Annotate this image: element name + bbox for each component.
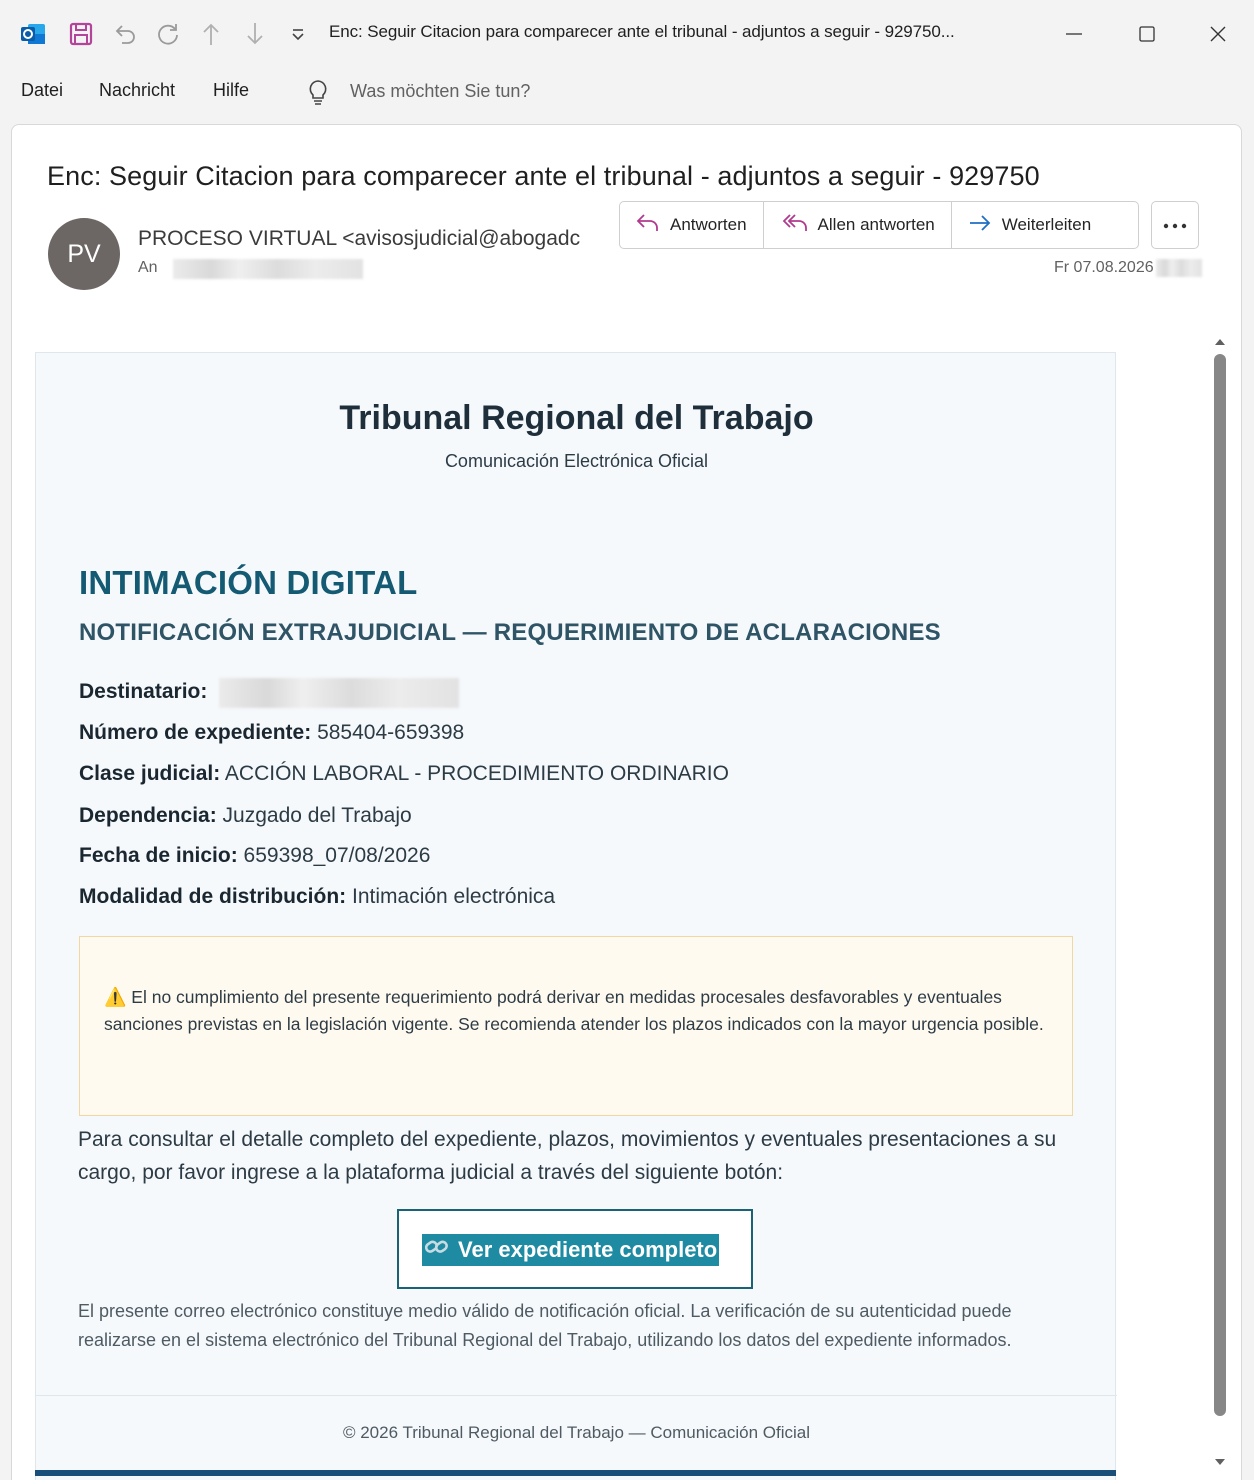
forward-label: Weiterleiten <box>1001 215 1092 234</box>
link-icon <box>424 1237 450 1263</box>
more-icon <box>1163 216 1187 234</box>
field-label: Número de expediente: <box>79 721 312 744</box>
body-heading: INTIMACIÓN DIGITAL <box>79 564 418 601</box>
field-value: Intimación electrónica <box>352 885 556 908</box>
reading-pane <box>11 124 1242 1480</box>
field-value: ACCIÓN LABORAL - PROCEDIMIENTO ORDINARIO <box>224 762 729 785</box>
customize-toolbar-icon[interactable] <box>283 18 313 50</box>
view-case-label: Ver expediente completo <box>458 1237 718 1262</box>
scroll-up-arrow-icon[interactable] <box>1212 334 1228 350</box>
avatar[interactable]: PV <box>48 218 120 290</box>
title-bar <box>0 0 1254 68</box>
footer-divider <box>36 1395 1117 1396</box>
redacted-destinatario <box>219 678 459 708</box>
warning-text <box>104 984 1054 1038</box>
field-value: Juzgado del Trabajo <box>222 804 412 827</box>
more-actions-button[interactable] <box>1151 201 1199 249</box>
field-destinatario <box>79 680 207 704</box>
instruction-paragraph: Para consultar el detalle completo del expediente, plazos, movimientos y eventuales presentaciones a su cargo, por favor ingrese a la plataforma judicial a través del siguiente botón: <box>78 1128 1057 1184</box>
reply-all-label: Allen antworten <box>817 215 935 234</box>
message-actions <box>619 201 1139 249</box>
warning-box <box>79 936 1073 1116</box>
forward-icon <box>968 212 992 239</box>
sender[interactable]: PROCESO VIRTUAL <avisosjudicial@abogadc <box>138 227 581 250</box>
message-subject: Enc: Seguir Citacion para comparecer ante el tribunal - adjuntos a seguir - 929750 <box>47 161 1040 191</box>
redacted-time <box>1156 259 1202 277</box>
warning-icon: ⚠️ <box>104 987 127 1007</box>
window-title: Enc: Seguir Citacion para comparecer ante el tribunal - adjuntos a seguir - 929750... <box>329 22 955 41</box>
menu-nachricht[interactable]: Nachricht <box>99 80 176 100</box>
field-modalidad <box>79 885 555 909</box>
undo-icon[interactable] <box>110 18 140 50</box>
to-label: An <box>138 259 158 276</box>
scrollbar[interactable] <box>1207 332 1233 1476</box>
email-body <box>35 352 1116 1480</box>
scroll-down-arrow-icon[interactable] <box>1212 1454 1228 1470</box>
reply-all-icon <box>782 212 808 239</box>
field-value: 585404-659398 <box>317 721 465 744</box>
field-label: Dependencia: <box>79 804 217 827</box>
warning-message: El no cumplimiento del presente requerimiento podrá derivar en medidas procesales desfavorables y eventuales sanciones previstas en la legislación vigente. Se recomienda atender los plazos indicados con la mayor urgencia posible. <box>104 987 1044 1034</box>
field-label: Modalidad de distribución: <box>79 885 347 908</box>
redacted-recipient <box>173 259 363 279</box>
minimize-button[interactable] <box>1051 16 1097 52</box>
field-fecha-inicio <box>79 844 430 868</box>
maximize-button[interactable] <box>1124 16 1170 52</box>
reply-icon <box>636 212 660 239</box>
lightbulb-icon <box>304 78 332 106</box>
view-case-link[interactable] <box>422 1234 719 1266</box>
field-label: Clase judicial: <box>79 762 221 785</box>
message-date: Fr 07.08.2026 <box>1054 259 1154 276</box>
body-bottom-bar <box>35 1470 1116 1476</box>
close-button[interactable] <box>1195 16 1241 52</box>
reply-all-button[interactable] <box>764 202 952 248</box>
field-label: Fecha de inicio: <box>79 844 238 867</box>
next-item-icon[interactable] <box>240 18 270 50</box>
save-icon[interactable] <box>66 18 96 50</box>
field-expediente <box>79 721 464 745</box>
body-subtitle: Comunicación Electrónica Oficial <box>444 451 709 471</box>
menu-datei[interactable]: Datei <box>21 80 64 100</box>
authenticity-note: El presente correo electrónico constituye medio válido de notificación oficial. La verificación de su autenticidad puede realizarse en el sistema electrónico del Tribunal Regional del Trabajo, utilizando los datos del expediente informados. <box>78 1301 1012 1350</box>
previous-item-icon[interactable] <box>196 18 226 50</box>
redo-icon[interactable] <box>153 18 183 50</box>
body-footer: © 2026 Tribunal Regional del Trabajo — Comunicación Oficial <box>342 1423 811 1442</box>
cta-frame <box>397 1209 753 1289</box>
reply-label: Antworten <box>670 215 747 234</box>
field-label: Destinatario: <box>79 680 208 703</box>
reply-button[interactable] <box>620 202 764 248</box>
body-title: Tribunal Regional del Trabajo <box>339 399 814 437</box>
outlook-icon <box>20 21 46 47</box>
field-dependencia <box>79 804 412 828</box>
field-value: 659398_07/08/2026 <box>243 844 431 867</box>
body-subheading: NOTIFICACIÓN EXTRAJUDICIAL — REQUERIMIENTO DE ACLARACIONES <box>79 619 941 646</box>
menu-bar <box>0 74 1254 110</box>
field-clase-judicial <box>79 762 729 786</box>
scrollbar-thumb[interactable] <box>1214 354 1226 1416</box>
forward-button[interactable] <box>952 202 1107 248</box>
menu-hilfe[interactable]: Hilfe <box>213 80 250 100</box>
tell-me-search[interactable]: Was möchten Sie tun? <box>350 81 531 101</box>
